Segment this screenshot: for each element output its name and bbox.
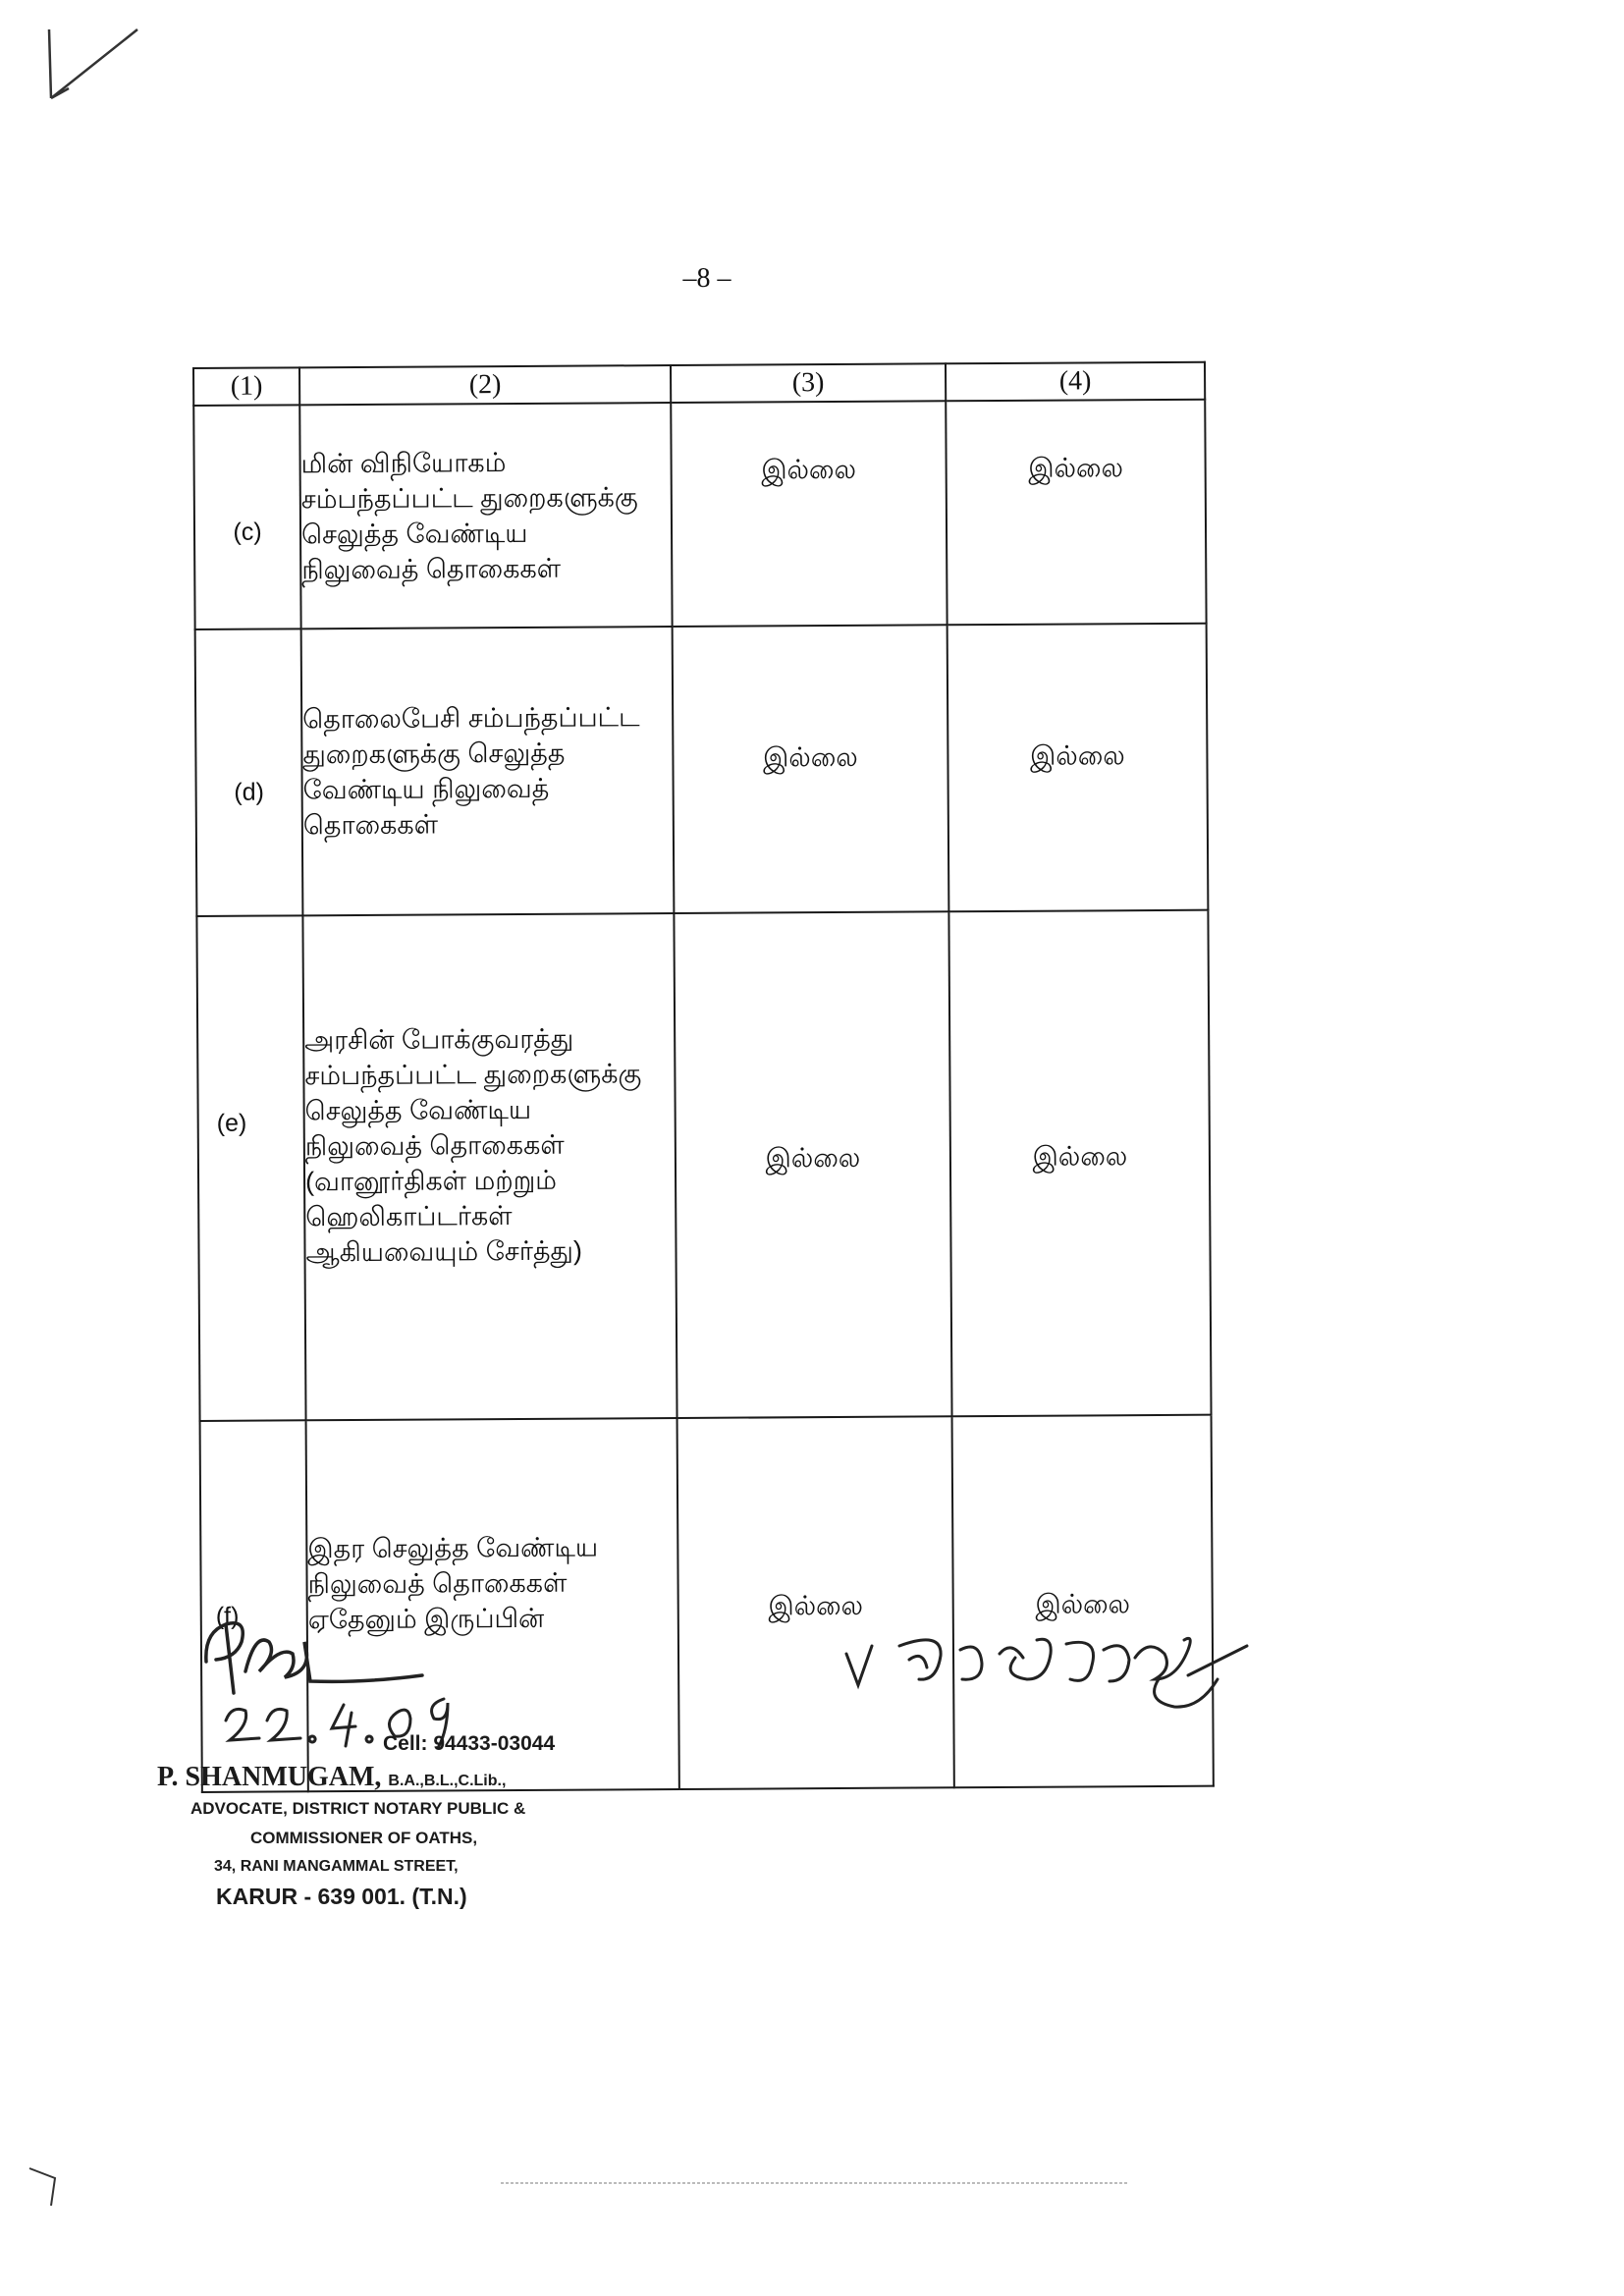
- stamp-street: 34, RANI MANGAMMAL STREET,: [214, 1858, 459, 1875]
- row-col4-value: [952, 1415, 1214, 1788]
- description-line: துறைகளுக்கு செலுத்த: [302, 738, 566, 770]
- stamp-degrees: B.A.,B.L.,C.Lib.,: [388, 1773, 507, 1789]
- description-line: தொலைபேசி சம்பந்தப்பட்ட: [302, 702, 640, 735]
- value-text: இல்லை: [1030, 739, 1125, 771]
- corner-mark: [26, 2160, 65, 2210]
- column-header-4: (4): [946, 362, 1205, 402]
- column-header-2: (2): [299, 365, 671, 405]
- value-text: இல்லை: [1032, 1140, 1128, 1172]
- notary-signature: [187, 1603, 579, 1750]
- row-label-text: (e): [216, 1109, 247, 1137]
- row-description: [302, 913, 677, 1420]
- description-line: அரசின் போக்குவரத்து: [304, 1023, 574, 1056]
- stamp-commissioner: COMMISSIONER OF OATHS,: [250, 1829, 478, 1847]
- row-label: [195, 629, 303, 916]
- row-col3-value: [674, 911, 951, 1418]
- row-label-text: (f): [215, 1602, 240, 1630]
- table-row: [196, 910, 1211, 1421]
- description-line: நிலுவைத் தொகைகள்: [301, 553, 562, 585]
- description-line: செலுத்த வேண்டிய: [300, 518, 528, 550]
- table-row: [195, 624, 1209, 916]
- description-line: நிலுவைத் தொகைகள்: [307, 1567, 568, 1600]
- column-header-1: (1): [193, 367, 299, 406]
- value-text: இல்லை: [763, 741, 858, 772]
- value-text: இல்லை: [1035, 1588, 1131, 1619]
- stamp-cell-number: Cell: 94433-03044: [383, 1732, 556, 1755]
- row-label-text: (c): [233, 518, 262, 546]
- value-text: இல்லை: [765, 1142, 861, 1173]
- description-line: செலுத்த வேண்டிய: [304, 1094, 532, 1126]
- value-text: இல்லை: [1028, 453, 1124, 483]
- row-description: [301, 627, 675, 915]
- row-col3-value: [673, 625, 949, 913]
- description-line: ஏதேனும் இருப்பின்: [307, 1603, 545, 1635]
- description-line: வேண்டிய நிலுவைத்: [302, 773, 550, 805]
- stamp-city: KARUR - 639 001. (T.N.): [216, 1884, 467, 1909]
- scan-line: [501, 2180, 1129, 2186]
- row-label: [196, 915, 305, 1421]
- row-col4-value: [946, 400, 1206, 626]
- description-line: நிலுவைத் தொகைகள்: [304, 1129, 565, 1162]
- description-line: மின் விநியோகம்: [300, 448, 507, 479]
- description-line: ஆகியவையும் சேர்த்து): [305, 1235, 583, 1268]
- description-line: (வானூர்திகள் மற்றும்: [304, 1165, 558, 1197]
- stamp-name-text: P. SHANMUGAM,: [157, 1762, 382, 1792]
- row-description: [299, 403, 672, 629]
- description-line: இதர செலுத்த வேண்டிய: [307, 1532, 599, 1564]
- stamp-designation: ADVOCATE, DISTRICT NOTARY PUBLIC &: [190, 1799, 526, 1818]
- row-col4-value: [948, 910, 1211, 1417]
- value-text: இல்லை: [768, 1590, 864, 1620]
- column-header-3: (3): [671, 363, 946, 403]
- table-header-row: [193, 362, 1205, 406]
- value-text: இல்லை: [761, 454, 857, 485]
- description-line: சம்பந்தப்பட்ட துறைகளுக்கு: [300, 482, 638, 515]
- row-label: [193, 405, 300, 629]
- corner-mark: [39, 20, 157, 128]
- page-number: –8 –: [682, 263, 731, 294]
- description-line: ஹெலிகாப்டர்கள்: [305, 1201, 513, 1232]
- row-label-text: (d): [234, 778, 265, 806]
- description-line: சம்பந்தப்பட்ட துறைகளுக்கு: [304, 1059, 642, 1091]
- row-col3-value: [677, 1416, 954, 1789]
- stamp-name: [157, 1762, 506, 1793]
- description-line: தொகைகள்: [302, 809, 439, 841]
- table-row: [193, 400, 1206, 629]
- affidavit-table: [192, 361, 1215, 1793]
- row-col4-value: [947, 624, 1209, 912]
- row-col3-value: [671, 401, 947, 627]
- deponent-signature: [835, 1611, 1286, 1719]
